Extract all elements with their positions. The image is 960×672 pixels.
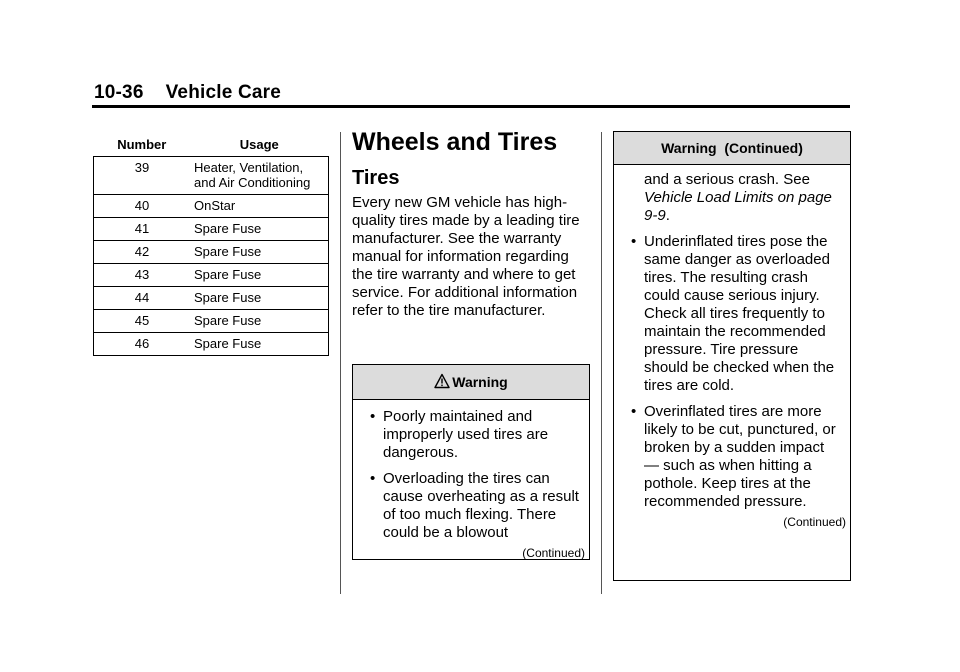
- bullet-text: Poorly maintained and improperly used tires are dangerous.: [383, 408, 549, 461]
- bullet-dot: •: [631, 233, 637, 250]
- warning-box-continued: [613, 131, 851, 581]
- fuse-table: [93, 132, 329, 356]
- subsection-heading: Tires: [352, 167, 400, 189]
- fuse-usage: Spare Fuse: [190, 287, 329, 310]
- warning-title: Warning (Continued): [661, 140, 803, 156]
- fuse-usage: Spare Fuse: [190, 264, 329, 287]
- tires-paragraph: Every new GM vehicle has high-quality tires made by a leading tire manufacturer. See the warranty manual for information regarding the tire warranty and where to get service. For additional information refer to the tire manufacturer.: [352, 194, 580, 319]
- bullet-text: Underinflated tires pose the same danger as overloaded tires. The resulting crash could cause serious injury. Check all tires frequently to maintain the recommended pressure. Tire pressure should be checked when the tires are cold.: [644, 233, 835, 394]
- fuse-usage: Spare Fuse: [190, 218, 329, 241]
- fuse-usage: Spare Fuse: [190, 333, 329, 356]
- fuse-number: 45: [94, 310, 191, 333]
- table-row: [94, 195, 329, 218]
- warning-intro: [624, 171, 842, 225]
- column-divider-left: [340, 132, 341, 594]
- warning-box: [352, 364, 590, 560]
- warning-triangle-icon: [434, 373, 450, 389]
- fuse-usage: Heater, Ventilation, and Air Conditioning: [190, 157, 329, 195]
- table-row: [94, 287, 329, 310]
- fuse-number: 44: [94, 287, 191, 310]
- intro-text: and a serious crash. See: [644, 171, 810, 188]
- page-number: 10-36: [94, 82, 144, 103]
- warning-bullet: [363, 408, 581, 462]
- fuse-number: 41: [94, 218, 191, 241]
- bullet-text: Overinflated tires are more likely to be cut, punctured, or broken by a sudden impact — such as when hitting a pothole. Keep tires at the recommended pressure.: [644, 403, 836, 510]
- fuse-number: 40: [94, 195, 191, 218]
- bullet-text: Overloading the tires can cause overheating as a result of too much flexing. There could be a blowout: [383, 470, 579, 541]
- warning-title: Warning: [452, 374, 508, 390]
- table-row: [94, 333, 329, 356]
- warning-header: [614, 132, 850, 165]
- warning-body: [353, 400, 589, 562]
- fuse-usage: OnStar: [190, 195, 329, 218]
- fuse-number: 39: [94, 157, 191, 195]
- column-header-usage: Usage: [190, 132, 329, 157]
- page-reference-link[interactable]: Vehicle Load Limits on page 9-9: [644, 189, 832, 224]
- warning-header: [353, 365, 589, 400]
- warning-bullet: [624, 403, 842, 511]
- table-row: [94, 157, 329, 195]
- page-header: [94, 82, 281, 104]
- continued-label: (Continued): [783, 515, 846, 529]
- table-row: [94, 218, 329, 241]
- warning-bullet: [624, 233, 842, 395]
- continued-label: (Continued): [522, 546, 585, 560]
- section-heading: Wheels and Tires: [352, 128, 558, 156]
- fuse-number: 46: [94, 333, 191, 356]
- fuse-number: 42: [94, 241, 191, 264]
- section-title: Vehicle Care: [165, 82, 282, 103]
- bullet-dot: •: [370, 408, 376, 425]
- bullet-dot: •: [631, 403, 637, 420]
- header-rule: [92, 105, 850, 108]
- table-row: [94, 241, 329, 264]
- warning-bullet: [363, 470, 581, 542]
- column-header-number: Number: [94, 132, 191, 157]
- warning-body: [614, 165, 850, 531]
- column-divider-right: [601, 132, 602, 594]
- table-header-row: [94, 132, 329, 157]
- intro-end: .: [665, 207, 670, 224]
- table-row: [94, 264, 329, 287]
- bullet-dot: •: [370, 470, 376, 487]
- fuse-usage: Spare Fuse: [190, 241, 329, 264]
- fuse-number: 43: [94, 264, 191, 287]
- table-row: [94, 310, 329, 333]
- fuse-usage: Spare Fuse: [190, 310, 329, 333]
